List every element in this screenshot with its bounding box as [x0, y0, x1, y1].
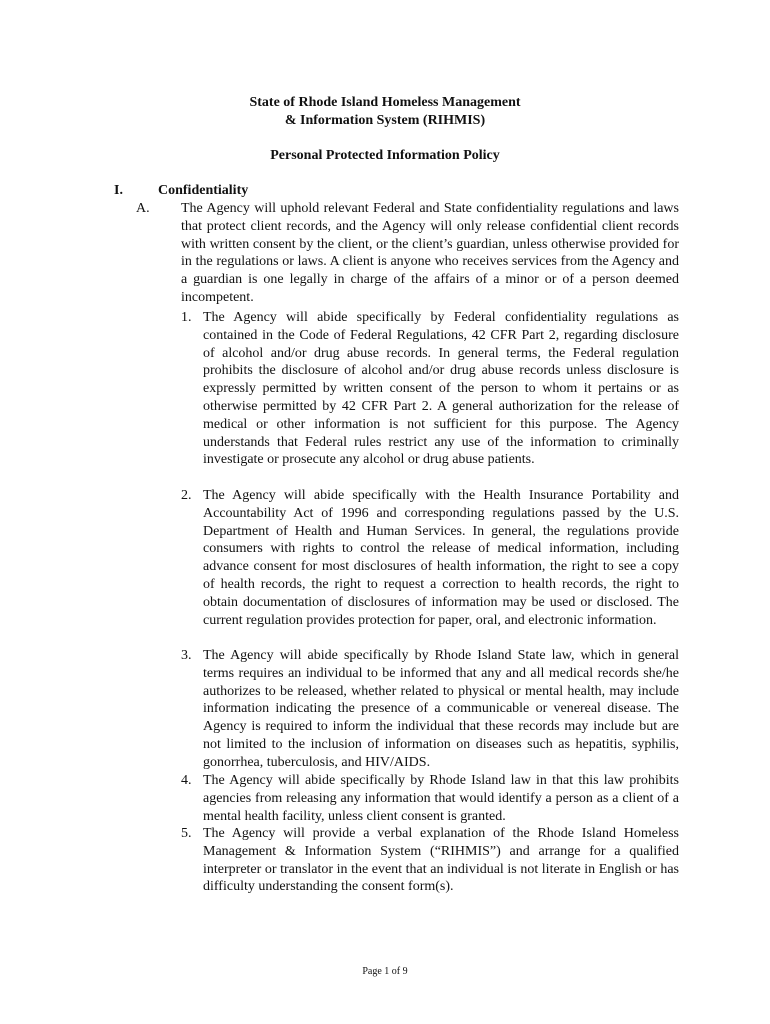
list-marker: 2.: [181, 488, 192, 503]
list-item-text: The Agency will provide a verbal explanation of the Rhode Island Homeless Management & Information System (“RIHMIS”) and arrange for a qualified interpreter or translator in the event that an individual is not literate in English or has difficulty understanding the consent form(s).: [203, 826, 679, 895]
page-footer: Page 1 of 9: [362, 966, 408, 977]
section-number: I.: [114, 183, 123, 198]
list-item-text: The Agency will abide specifically with the Health Insurance Portability and Accountability Act of 1996 and corresponding regulations passed by the U.S. Department of Health and Human Services. In general, the regulations provide consumers with rights to control the release of medical information, including advance consent for most disclosures of health information, the right to see a copy of health records, the right to request a correction to health records, the right to obtain documentation of disclosures of information may be used or disclosed. The current regulation provides protection for paper, oral, and electronic information.: [203, 488, 679, 628]
document-subtitle: Personal Protected Information Policy: [270, 148, 500, 163]
title-line-1: State of Rhode Island Homeless Management: [249, 95, 521, 110]
subsection-marker: A.: [136, 201, 150, 216]
list-item-text: The Agency will abide specifically by Federal confidentiality regulations as contained in the Code of Federal Regulations, 42 CFR Part 2, regarding disclosure of alcohol and/or drug abuse records. In general terms, the Federal regulation prohibits the disclosure of alcohol and/or drug abuse records unless disclosure is expressly permitted by written consent of the person to whom it pertains or as otherwise permitted by 42 CFR Part 2. A general authorization for the release of medical or other information is not sufficient for this purpose. The Agency understands that Federal rules restrict any use of the information to criminally investigate or prosecute any alcohol or drug abuse patients.: [203, 310, 679, 468]
list-item-text: The Agency will abide specifically by Rhode Island law in that this law prohibits agencies from releasing any information that would identify a person as a client of a mental health facility, unless client consent is granted.: [203, 773, 679, 824]
document-title: [0, 94, 770, 129]
section-title: Confidentiality: [158, 183, 249, 198]
list-marker: 3.: [181, 648, 192, 663]
title-line-2: & Information System (RIHMIS): [284, 112, 486, 128]
list-marker: 5.: [181, 826, 192, 841]
subsection-paragraph: The Agency will uphold relevant Federal and State confidentiality regulations and laws that protect client records, and the Agency will only release confidential client records with written consent by the client, or the client’s guardian, unless otherwise provided for in the regulations or laws. A client is anyone who receives services from the Agency and a guardian is one legally in charge of the affairs of a minor or of a person deemed incompetent.: [181, 201, 679, 305]
list-marker: 4.: [181, 773, 192, 788]
list-item-text: The Agency will abide specifically by Rhode Island State law, which in general terms requires an individual to be informed that any and all medical records she/he authorizes to be released, whether related to physical or mental health, may include information indicating the presence of a communicable or venereal disease. The Agency is required to inform the individual that these records may include but are not limited to the inclusion of information on diseases such as hepatitis, syphilis, gonorrhea, tuberculosis, and HIV/AIDS.: [203, 648, 679, 770]
list-marker: 1.: [181, 310, 192, 325]
